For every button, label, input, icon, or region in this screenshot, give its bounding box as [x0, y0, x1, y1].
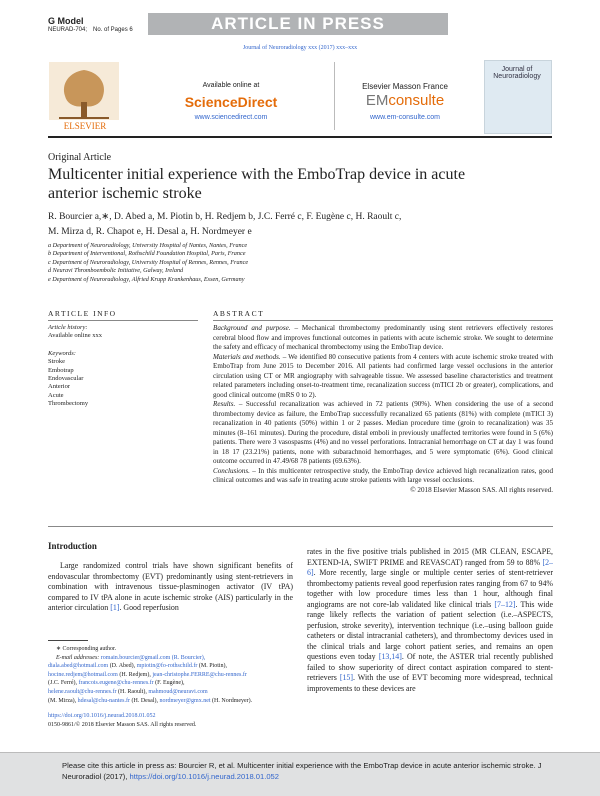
sciencedirect-logo: ScienceDirect	[184, 94, 278, 110]
email-link[interactable]: mahmoud@neuravi.com	[148, 688, 208, 695]
journal-citation-link[interactable]: Journal of Neuroradiology xxx (2017) xxx–xxx	[242, 45, 358, 51]
author-line-2[interactable]: M. Mirza d, R. Chapot e, H. Desal a, H. Nordmeyer e	[48, 227, 252, 237]
em-consulte-link[interactable]: www.em-consulte.com	[369, 114, 441, 121]
article-type: Original Article	[48, 152, 112, 163]
affiliation-list	[48, 242, 548, 284]
em-france-title: Elsevier Masson France	[362, 82, 448, 91]
email-link[interactable]: hdesal@chu-nantes.fr	[77, 697, 131, 704]
corresponding-author-note: ∗ Corresponding author.	[56, 646, 117, 652]
reference-link[interactable]: [13,14]	[378, 652, 402, 661]
abstract-results: Results. – Successful recanalization was achieved in 72 patients (90%). When considering the use of a second thrombectomy device as failure, the EmboTrap successfully recanalized 65 patients (81%) with complete (mTICI 3) recanalization in 40 patients (50%) within 1 or 2 passes. Median procedure time (groin to recanalization) was 35 minutes (8–161 minutes). During the procedure, distal emboli in previously unaffected territories were found in 5 (6%) patients. There were 3 vasospasms (4%) and no vessel perforations. Intracranial hemorrhage on CT at day 1 was found in 18 17 (23.21%) patients, none with subarachnoid hemorrhages, and 5 were symptomatic (6%). Good clinical outcome occurred in 47.49/68 78 patients (69.63%).	[213, 400, 553, 465]
abstract-heading: ABSTRACT	[213, 309, 265, 318]
g-model-label: G Model	[48, 16, 84, 26]
keyword: Stroke	[48, 358, 65, 366]
reference-link[interactable]: [2–6]	[307, 557, 553, 577]
em-consulte-logo	[350, 92, 460, 109]
reference-link[interactable]: [1]	[110, 603, 120, 612]
affiliation-e: e Department of Neuroradiology, Alfried Krupp Krankenhaus, Essen, Germany	[48, 275, 245, 283]
affiliation-c: c Department of Neuroradiology, University Hospital of Rennes, Rennes, France	[48, 258, 249, 266]
affiliation-b: b Department of Interventional, Rothschild Foundation Hospital, Paris, France	[48, 250, 246, 258]
article-ref: NEURAD-704;	[48, 27, 88, 33]
left-column-text: Large randomized control trials have shown significant benefits of endovascular thrombectomy (EVT) predominantly using stent-retrievers in combination with intravenous tissue-plasminogen activator (IV tPA) compared to IV tPA alone in acute ischemic stroke (AIS) particularly in the anterior circulation [1]. Good reperfusion	[48, 561, 293, 612]
author-list	[48, 210, 548, 240]
author-line-1[interactable]: R. Bourcier a,∗, D. Abed a, M. Piotin b, H. Redjem b, J.C. Ferré c, F. Eugène c, H. Raoult c,	[48, 212, 402, 222]
keyword: Thrombectomy	[48, 400, 89, 408]
issn-line: 0150-9861/© 2018 Elsevier Masson SAS. All rights reserved.	[48, 722, 197, 728]
elsevier-tree-logo	[49, 62, 119, 130]
available-online-label: Available online at	[202, 82, 260, 89]
reference-link[interactable]: [15]	[339, 673, 353, 682]
affiliation-d: d Neuravi Thromboembolic Initiative, Galway, Ireland	[48, 267, 184, 275]
keyword: Embotrap	[48, 366, 74, 374]
article-info-heading: ARTICLE INFO	[48, 309, 117, 318]
right-column-text: rates in the five positive trials published in 2015 (MR CLEAN, ESCAPE, EXTEND-IA, SWIFT PRIME and REVASCAT) ranged from 59 to 88% [2–6]. More recently, large single or multiple center series of stent-retriever thrombectomy patients reveal good reperfusion rates ranging from 67 to 94% together with low procedure times less than 1 hour, although final angiograms are not core-lab validated like clinical trials [7–12]. This wide range likely reflects the variation of patient selection (i.e.–ASPECTS, perfusion, stroke severity), intervention technique (i.e.–using balloon guide catheters or distal intracranial catheters), and thrombectomy devices used in the clinical trials and large cohort patient series, and remains an open questions even today [13,14]. Of note, the ASTER trial recently published failed to show superiority of direct contact aspiration compared to stent-retrievers [15]. With the use of EVT becoming more widespread, technical improvements to these devices are	[307, 547, 554, 693]
journal-cover-title: Journal of Neuroradiology	[493, 66, 541, 80]
abstract-body	[213, 324, 553, 495]
cite-doi-link[interactable]: https://doi.org/10.1016/j.neurad.2018.01.052	[129, 772, 280, 781]
history-label: Article history:	[48, 324, 88, 331]
article-info	[48, 324, 198, 409]
email-link[interactable]: francois.eugene@chu-rennes.fr	[78, 680, 154, 687]
reference-link[interactable]: [7–12]	[494, 599, 516, 609]
affiliation-a: a Department of Neuroradiology, University Hospital of Nantes, Nantes, France	[48, 242, 248, 249]
keyword: Endovascular	[48, 375, 84, 383]
footnote-rule	[48, 640, 88, 641]
abstract-copyright: © 2018 Elsevier Masson SAS. All rights reserved.	[410, 485, 553, 494]
abstract-background: Background and purpose. – Mechanical thrombectomy predominantly using stent retrievers effectively restores cerebral blood flow and improves functional outcomes in patients with acute ischemic stroke. We sought to determine the safety and efficacy of mechanical thrombectomy using the EmboTrap device.	[213, 324, 553, 351]
email-link[interactable]: jean-christophe.FERRE@chu-rennes.fr	[152, 671, 247, 678]
abstract-methods: Materials and methods. – We identified 80 consecutive patients from 4 centers with acute ischemic stroke treated with EmboTrap from June 2015 to December 2016. All patients had confirmed large vessel occlusions in the anterior circulation using CT or MR angiography with salvageable tissue. We assessed baseline characteristics and treatment related parameters including onset-to-treatment time, recanalization success (mTICI 2b or greater), complications, and good clinical outcome (mRS 0 to 2).	[213, 352, 553, 399]
email-link[interactable]: hocine.redjem@hotmail.com	[48, 671, 118, 678]
email-link[interactable]: nordmeyer@gmx.net	[159, 697, 211, 704]
article-in-press-banner: ARTICLE IN PRESS	[148, 13, 448, 35]
info-rule	[48, 320, 198, 321]
footnotes: ∗ Corresponding author. E-mail addresses: romain.bourcier@gmail.com (R. Bourcier), diala.abed@hotmail.com (D. Abed), mpiotin@fo-rothschild.fr (M. Piotin), hocine.redjem@hotmail.com (H. Redjem), jean-christophe.FERRE@chu-rennes.fr (J.C. Ferré), francois.eugene@chu-rennes.fr (F. Eugène), helene.raoult@chu-rennes.fr (H. Raoult), mahmoud@neuravi.com (M. Mirza), hdesal@chu-nantes.fr (H. Desal), nordmeyer@gmx.net (H. Nordmeyer).	[48, 645, 293, 705]
email-link[interactable]: helene.raoult@chu-rennes.fr	[48, 688, 117, 695]
introduction-heading: Introduction	[48, 541, 97, 551]
em-logo-consulte: consulte	[388, 92, 445, 109]
email-label: E-mail addresses:	[56, 654, 100, 661]
keywords-label: Keywords:	[48, 349, 76, 357]
abstract-conclusions: Conclusions. – In this multicenter retrospective study, the EmboTrap device achieved high recanalization rates, good clinical outcomes and was safe in treating acute stroke patients with large vessel occlusions.	[213, 466, 553, 484]
doi-link[interactable]: https://doi.org/10.1016/j.neurad.2018.01.052	[48, 713, 156, 719]
article-title: Multicenter initial experience with the EmboTrap device in acute anterior ischemic stroke	[48, 166, 466, 202]
keyword: Anterior	[48, 383, 71, 391]
abstract-rule	[213, 320, 553, 321]
sciencedirect-link[interactable]: www.sciencedirect.com	[194, 114, 268, 121]
email-link[interactable]: romain.bourcier@gmail.com (R. Bourcier),	[100, 654, 206, 661]
email-link[interactable]: mpiotin@fo-rothschild.fr	[136, 663, 198, 670]
page-count: No. of Pages 6	[93, 27, 133, 33]
cite-text: Please cite this article in press as: Bourcier R, et al. Multicenter initial experience with the EmboTrap device in acute anterior ischemic stroke. J Neuroradiol (2017), https://doi.org/10.1016/j.neurad.2018.01.052	[62, 761, 542, 781]
em-logo-em: EM	[365, 92, 389, 109]
keyword: Acute	[48, 391, 64, 399]
email-link[interactable]: diala.abed@hotmail.com	[48, 663, 109, 670]
history-value: Available online xxx	[48, 332, 103, 340]
header-rule	[48, 136, 552, 138]
elsevier-wordmark: ELSEVIER	[63, 121, 107, 131]
abstract-bottom-rule	[48, 526, 553, 527]
